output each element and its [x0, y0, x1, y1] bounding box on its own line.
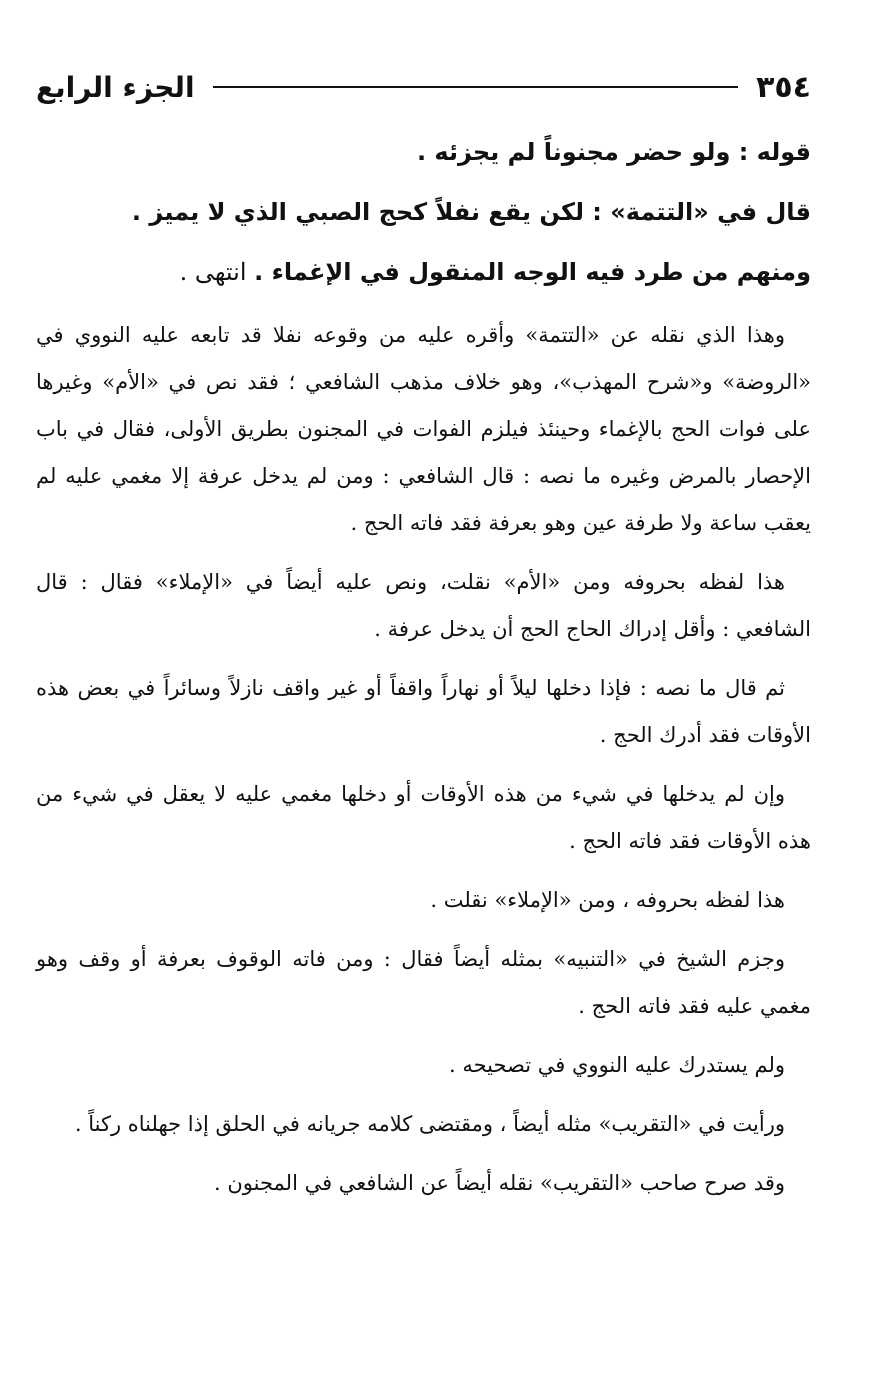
body-paragraph: وإن لم يدخلها في شيء من هذه الأوقات أو دخلها مغمي عليه لا يعقل في شيء من هذه الأوقات فقد فاته الحج .: [36, 782, 811, 853]
page-header: [36, 62, 811, 112]
quoted-line-text: قال في «التتمة» : لكن يقع نفلاً كحج الصبي الذي لا يميز .: [131, 198, 811, 226]
running-title: الجزء الرابع: [36, 70, 195, 104]
body-paragraph: ثم قال ما نصه : فإذا دخلها ليلاً أو نهاراً واقفاً أو غير واقف نازلاً وسائراً في بعض هذه الأوقات فقد أدرك الحج .: [36, 676, 811, 747]
quoted-line: [36, 182, 811, 242]
quoted-line: [36, 242, 811, 302]
body-paragraph: وهذا الذي نقله عن «التتمة» وأقره عليه من وقوعه نفلا قد تابعه عليه النووي في «الروضة» و«شرح المهذب»، وهو خلاف مذهب الشافعي ؛ فقد نص في «الأم» وغيرها على فوات الحج بالإغماء وحينئذ فيلزم الفوات في المجنون بطريق الأولى، فقال في باب الإحصار بالمرض وغيره ما نصه : قال الشافعي : ومن لم يدخل عرفة إلا مغمي عليه لم يعقب ساعة ولا طرفة عين وهو بعرفة فقد فاته الحج .: [36, 323, 811, 535]
body-paragraph: ولم يستدرك عليه النووي في تصحيحه .: [448, 1053, 785, 1077]
body-paragraph: هذا لفظه بحروفه ومن «الأم» نقلت، ونص عليه أيضاً في «الإملاء» فقال : قال الشافعي : وأقل إدراك الحاج الحج أن يدخل عرفة .: [36, 570, 811, 641]
page-body: [36, 122, 811, 1219]
quoted-line-text: قوله : ولو حضر مجنوناً لم يجزئه .: [416, 138, 811, 166]
quoted-line-tail: انتهى .: [179, 258, 255, 286]
header-rule: [213, 86, 739, 88]
body-paragraph: وجزم الشيخ في «التنبيه» بمثله أيضاً فقال : ومن فاته الوقوف بعرفة أو وقف وهو مغمي عليه فقد فاته الحج .: [36, 947, 811, 1018]
body-paragraph: ورأيت في «التقريب» مثله أيضاً ، ومقتضى كلامه جريانه في الحلق إذا جهلناه ركناً .: [74, 1112, 785, 1136]
body-paragraph: وقد صرح صاحب «التقريب» نقله أيضاً عن الشافعي في المجنون .: [214, 1171, 785, 1195]
page-number: ٣٥٤: [756, 69, 811, 105]
body-paragraph: هذا لفظه بحروفه ، ومن «الإملاء» نقلت .: [430, 888, 785, 912]
quoted-line: [36, 122, 811, 182]
quoted-line-text: ومنهم من طرد فيه الوجه المنقول في الإغماء .: [254, 258, 811, 286]
